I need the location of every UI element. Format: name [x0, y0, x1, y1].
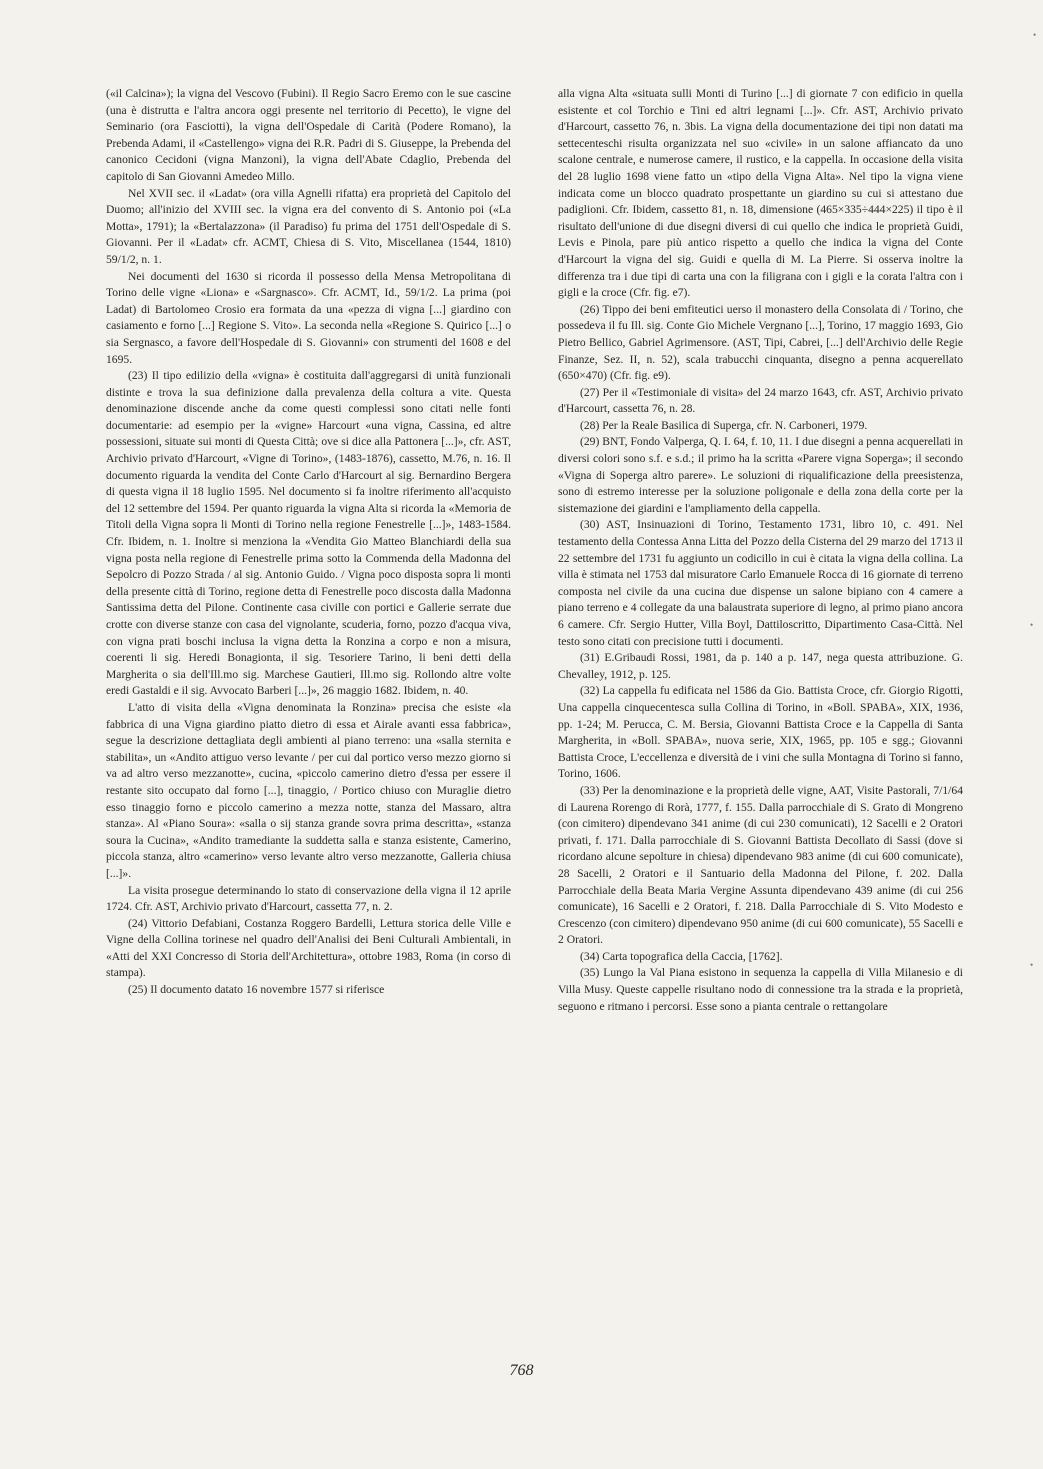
margin-mark: •: [1033, 30, 1037, 40]
page-number: 768: [509, 1362, 534, 1379]
paragraph: (27) Per il «Testimoniale di visita» del 24 marzo 1643, cfr. AST, Archivio privato d'Harcourt, cassetta 76, n. 28.: [558, 385, 963, 416]
paragraph: (25) Il documento datato 16 novembre 1577 si riferisce: [128, 983, 385, 997]
paragraph: Nel XVII sec. il «Ladat» (ora villa Agnelli rifatta) era proprietà del Capitolo del Duomo; all'inizio del XVIII sec. la vigna era del convento di S. Antonio poi («La Motta», 1791); la «Bertalazzona» (il Paradiso) fu prima del 1751 dell'Ospedale di S. Giovanni. Per il «Ladat» cfr. ACMT, Chiesa di S. Vito, Miscellanea (1544, 1810) 59/1/2, n. 1.: [106, 186, 511, 266]
paragraph: La visita prosegue determinando lo stato di conservazione della vigna il 12 aprile 1724. Cfr. AST, Archivio privato d'Harcourt, cassetta 77, n. 2.: [106, 883, 511, 914]
left-column: [106, 86, 511, 999]
paragraph: (24) Vittorio Defabiani, Costanza Roggero Bardelli, Lettura storica delle Ville e Vigne della Collina torinese nel quadro dell'Analisi dei Beni Culturali Ambientali, in «Atti del XXI Concresso di Storia dell'Architettura», ottobre 1983, Roma (in corso di stampa).: [106, 916, 511, 980]
paragraph: (33) Per la denominazione e la proprietà delle vigne, AAT, Visite Pastorali, 7/1/64 di Laurena Rorengo di Rorà, 1777, f. 155. Dalla parrocchiale di S. Grato di Mongreno (con cimitero) dipendevano 341 anime (di cui 230 comunicati), 12 Sacelli e 2 Oratori privati, f. 171. Dalla parrocchiale di S. Giovanni Battista Decollato di Sassi (dove si ricordano alcune sepolture in chiesa) dipendevano 983 anime (di cui 600 comunicate), 28 Sacelli, 2 Oratori e il Santuario della Madonna del Pilone, f. 202. Dalla Parrocchiale della Beata Maria Vergine Assunta dipendevano 439 anime (di cui 256 comunicate), 16 Sacelli e 2 Oratori, f. 218. Dalla Parrocchiale di S. Vito Modesto e Crescenzo (con cimitero) dipendevano 950 anime (di cui 600 comunicate), 55 Sacelli e 2 Oratori.: [558, 783, 963, 947]
paragraph: (28) Per la Reale Basilica di Superga, cfr. N. Carboneri, 1979.: [580, 418, 868, 432]
paragraph: (23) Il tipo edilizio della «vigna» è costituita dall'aggregarsi di unità funzionali distinte e trova la sua definizione dalla prevalenza della coltura a vite. Questa denominazione discende anche da come questi complessi sono citati nelle fonti documentarie: ad esempio per la «vigne» Harcourt «una vigna, Cassina, ed altre possessioni, situate sui monti di Questa Città; ove si dice alla Pattonera [...]», cfr. AST, Archivio privato d'Harcourt, «Vigne di Torino», (1483-1876), cassetto, M.76, n. 16. Il documento riguarda la vendita del Conte Carlo d'Harcourt al sig. Bernardino Bergera di questa vigna il 18 luglio 1595. Nel documento si fa inoltre riferimento all'acquisto del 12 settembre del 1594. Per quanto riguarda la vigna Alta si ricorda la «Memoria de Titoli della Vigna sopra li Monti di Torino nella regione Fenestrelle [...]», 1483-1584. Cfr. Ibidem, n. 1. Inoltre si menziona la «Vendita Gio Matteo Blanchiardi della sua vigna posta nella regione di Fenestrelle prima sotto la Commenda della Madonna del Sepolcro di Pozzo Strada / al sig. Antonio Guido. / Vigna poco disposta sopra li monti della presente città di Torino, regione detta di Fenestrelle poco discosta dalla Madonna Santissima detta del Pilone. Continente casa civille con portici e Gallerie serrate due crotte con diverse stanze con casa del vignolante, scuderia, forno, pozzo d'acqua viva, con vigna prati boschi inclusa la vigna detta la Ronzina a corpo e non a misura, coerenti li sig. Heredi Bonagionta, il sig. Tesoriere Tarino, li beni detti della Margherita o sia dell'Ill.mo sig. Marchese Gautieri, Ill.mo sig. Rollondo altre volte eredi Gastaldi e il sig. Avvocato Barberi [...]», 26 maggio 1682. Ibidem, n. 40.: [106, 369, 511, 698]
paragraph: («il Calcina»); la vigna del Vescovo (Fubini). Il Regio Sacro Eremo con le sue cascine (una è distrutta e l'altra ancora oggi presente nel territorio di Pecetto), le vigne del Seminario (ora Fasciotti), la vigna dell'Ospedale di Carità (Podere Romano), la Prebenda Adami, il «Castellengo» vigna dei R.R. Padri di S. Giuseppe, la Prebenda del canonico Cecidoni (vigna Manzoni), la vigna dell'Abate Cdaglio, Prebenda del capitolo di San Giovanni Amedeo Millo.: [106, 87, 511, 183]
margin-mark: •: [1030, 960, 1034, 970]
paragraph: (26) Tippo dei beni emfiteutici uerso il monastero della Consolata di / Torino, che possedeva il fu Ill. sig. Conte Gio Michele Vergnano [...], Torino, 17 maggio 1693, Gio Pietro Bellico, Gabriel Agrimensore. (AST, Tipi, Cabrei, [...] dell'Archivio delle Regie Finanze, Sez. II, n. 52), scala trabucchi cinquanta, disegno a penna acquerellato (650×470) (Cfr. fig. e9).: [558, 302, 963, 383]
paragraph: (35) Lungo la Val Piana esistono in sequenza la cappella di Villa Milanesio e di Villa Musy. Queste cappelle risultano nodo di connessione tra la strada e la proprietà, seguono e ritmano i percorsi. Esse sono a pianta centrale o rettangolare: [558, 966, 963, 1013]
paragraph: L'atto di visita della «Vigna denominata la Ronzina» precisa che esiste «la fabbrica di una Vigna giardino piatto dietro di essa et Airale avanti essa fabbrica», segue la descrizione dettagliata degli ambienti al piano terreno: una «salla sternita e stabilita», un «Andito attiguo verso levante / per cui dal portico verso mezzo giorno si va ad altro verso mezzanotte», cucina, «piccolo camerino dietro d'essa per essere il restante sito occupato dal forno [...], tinaggio, / Portico chiuso con Muraglie dietro esso tinaggio forno e piccolo camerino a mezza notte, stanza del Massaro, altra stanza». Al «Piano Soura»: «salla o sij stanza grande sovra prima descritta», «stanza soura la Cucina», «Andito tramediante la suddetta salla e stanza esistente, Camerino, piccola stanza, altro «camerino» verso levante altro verso mezzanotte, Galleria chiusa [...]».: [106, 700, 511, 880]
paragraph: (30) AST, Insinuazioni di Torino, Testamento 1731, libro 10, c. 491. Nel testamento della Contessa Anna Litta del Pozzo della Cisterna del 29 marzo del 1713 il 22 settembre del 1731 fu aggiunto un codicillo in cui è citata la vigna della collina. La villa è stimata nel 1753 dal misuratore Carlo Emanuele Rocca di 16 giornate di terreno composta nel civile da una cucina due dispense un salone bipiano con 4 camere a piano terreno e 4 collegate da una balaustrata superiore di legno, al primo piano ancora 6 camere. Cfr. Sergio Hutter, Villa Boyl, Dattiloscritto, Dipartimento Casa-Città. Nel testo sono citati con precisione tutti i documenti.: [558, 518, 963, 648]
paragraph: alla vigna Alta «situata sulli Monti di Turino [...] di giornate 7 con edificio in quella esistente et col Torchio e Tini ed altri legnami [...]». Cfr. AST, Archivio privato d'Harcourt, cassetto 76, n. 3bis. La vigna della documentazione dei tipi non datati ma settecenteschi risulta organizzata nel suo «civile» in un salone affiancato da uno scalone centrale, e numerose camere, il rustico, e la cappella. In occasione della visita del 28 luglio 1698 viene fatto un «tipo della Vigna Alta». Nel tipo la vigna viene indicata come un blocco quadrato prospettante un giardino su cui si attestano due padiglioni. Cfr. Ibidem, cassetto 81, n. 18, dimensione (465×335÷444×225) il tipo è il risultato dell'unione di due disegni diversi di cui quello che indica le proprietà Guidi, Levis e Pinola, pare più antico rispetto a quello che indica la vigna del Conte d'Harcourt la vigna del sig. Guidi e quella di M. La Pierre. Si osserva inoltre la differenza tra i due tipi di carta una con la filigrana con i gigli e la corata l'altra con i gigli e la croce (Cfr. fig. e7).: [558, 87, 963, 300]
paragraph: (31) E.Gribaudi Rossi, 1981, da p. 140 a p. 147, nega questa attribuzione. G. Chevalley, 1912, p. 125.: [558, 651, 963, 681]
paragraph: Nei documenti del 1630 si ricorda il possesso della Mensa Metropolitana di Torino delle vigne «Liona» e «Sargnasco». Cfr. ACMT, Id., 59/1/2. La prima (poi Ladat) di Bartolomeo Crosio era formata da una «pezza di vigna [...] giardino con casiamento e forno [...] Regione S. Vito». La seconda nella «Regione S. Quirico [...] o sia Sergnasco, a favore dell'Hospedale di S. Giovanni» con strumenti del 1608 e del 1695.: [106, 269, 511, 366]
margin-mark: •: [1030, 620, 1034, 630]
right-column: [558, 86, 963, 1015]
paragraph: (32) La cappella fu edificata nel 1586 da Gio. Battista Croce, cfr. Giorgio Rigotti, Una cappella cinquecentesca sulla Collina di Torino, in «Boll. SPABA», XIX, 1936, pp. 1-24; M. Perucca, C. M. Bersia, Giovanni Battista Croce e la Cappella di Santa Margherita, in «Boll. SPABA», nuova serie, XIX, 1965, pp. 105 e sgg.; Giovanni Battista Croce, L'eccellenza e diversità de i vini che sulla Montagna di Torino si fanno, Torino, 1606.: [558, 684, 963, 781]
paragraph: (29) BNT, Fondo Valperga, Q. I. 64, f. 10, 11. I due disegni a penna acquerellati in diversi colori sono s.f. e s.d.; il primo ha la scritta «Parere vigna Soperga»; il secondo «Vigna di Soperga altro parere». Le soluzioni di riqualificazione della preesistenza, sono di estremo interesse per la soluzione poligonale e della zona della corte per la sistemazione dei giardini e l'ampliamento della cappella.: [558, 435, 963, 515]
paragraph: (34) Carta topografica della Caccia, [1762].: [580, 949, 783, 963]
